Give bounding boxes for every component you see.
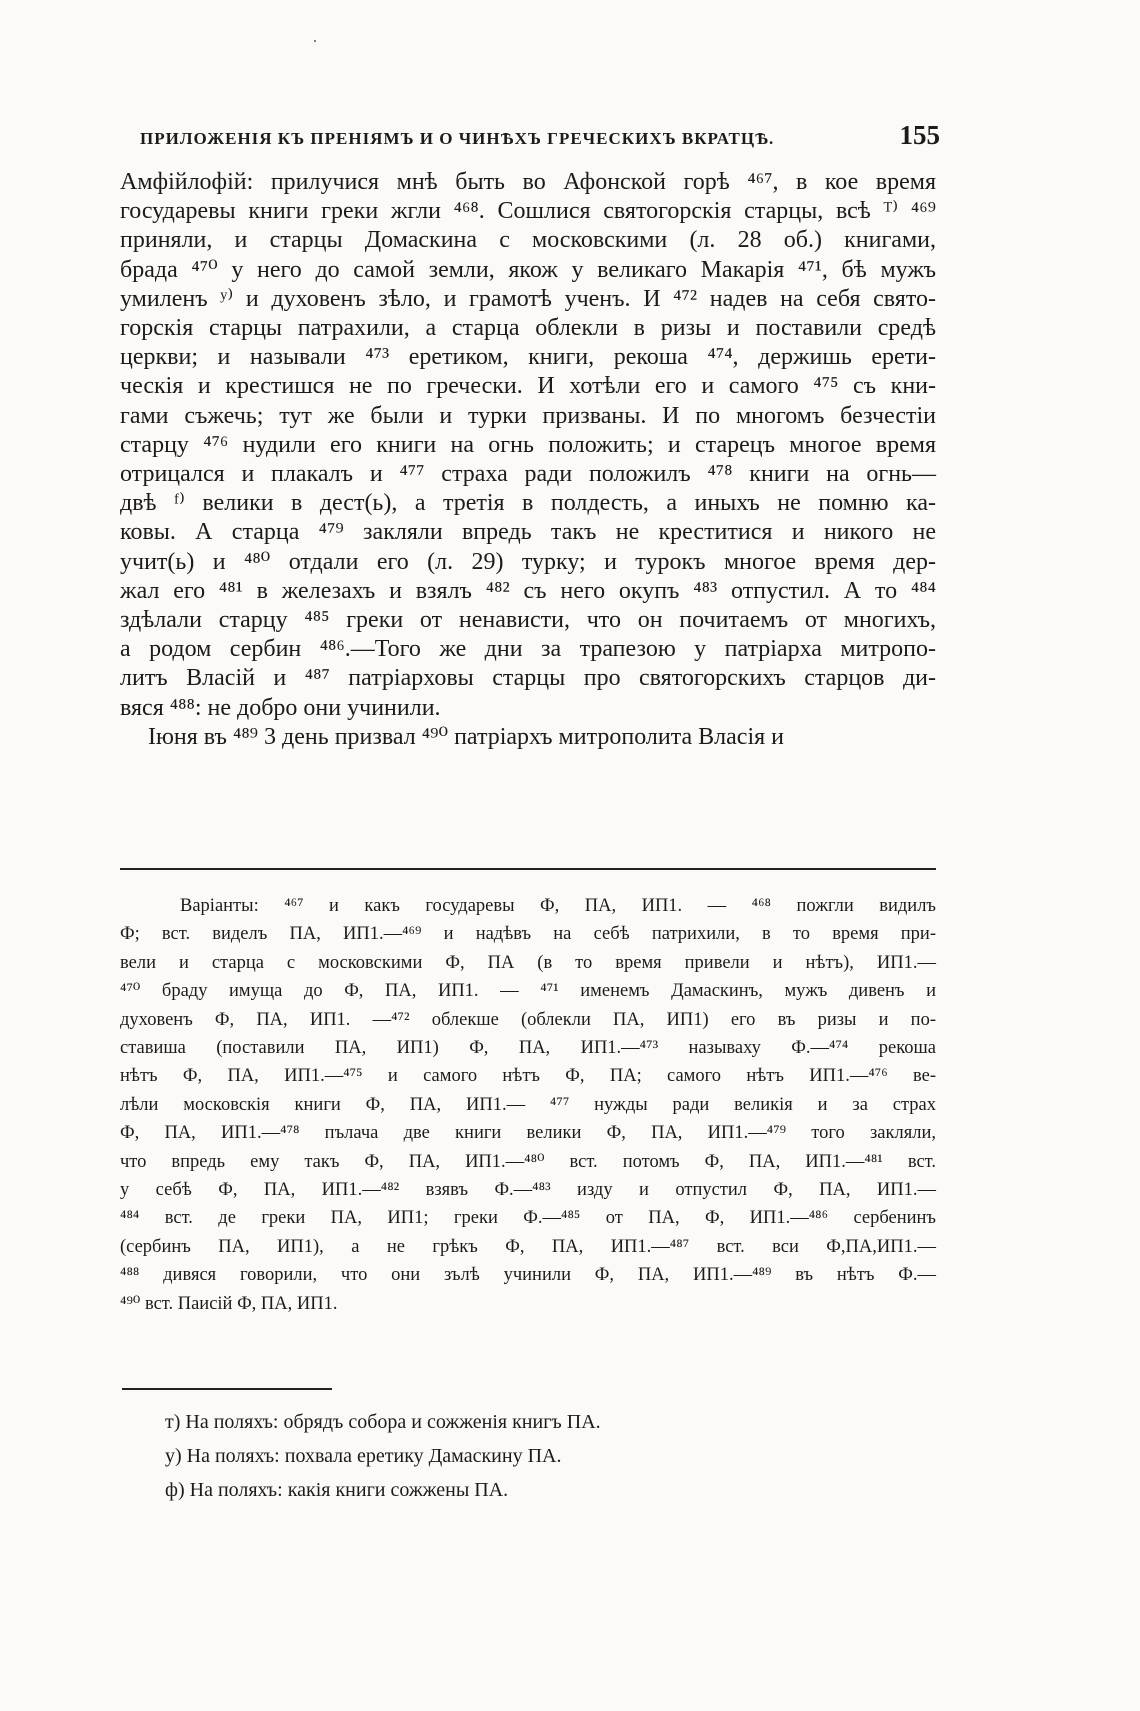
main-line: умиленъ ʸ⁾ и духовенъ зѣло, и грамотѣ ученъ. И ⁴⁷² надев на себя свято- xyxy=(120,285,936,312)
main-line: горскія старцы патрахили, а старца облекли в ризы и поставили средѣ xyxy=(120,315,936,342)
main-line: старцу ⁴⁷⁶ нудили его книги на огнь положить; и старецъ многое время xyxy=(120,431,936,458)
divider-rule xyxy=(120,868,936,870)
main-line: гами съжечь; тут же были и турки призваны. И по многомъ безчестіи xyxy=(120,402,936,429)
main-line: церкви; и называли ⁴⁷³ еретиком, книги, рекоша ⁴⁷⁴, держишь ерети- xyxy=(120,344,936,371)
main-line: государевы книги греки жгли ⁴⁶⁸. Сошлися святогорскія старцы, всѣ ᵀ⁾ ⁴⁶⁹ xyxy=(120,198,936,225)
main-line: брада ⁴⁷⁰ у него до самой земли, якож у великаго Макарія ⁴⁷¹, бѣ мужъ xyxy=(120,256,936,283)
main-line: двѣ ᶠ⁾ велики в дест(ь), а третія в полдесть, а иныхъ не помню ка- xyxy=(120,490,936,517)
running-head: ПРИЛОЖЕНІЯ КЪ ПРЕНІЯМЪ И О ЧИНѢХЪ ГРЕЧЕСКИХЪ ВКРАТЦѢ. xyxy=(140,129,775,148)
variants-apparatus xyxy=(120,892,936,1318)
variant-line: ⁴⁹⁰ вст. Паисій Ф, ПА, ИП1. xyxy=(120,1293,338,1314)
variant-line: (сербинъ ПА, ИП1), а не грѣкъ Ф, ПА, ИП1.—⁴⁸⁷ вст. вси Ф,ПА,ИП1.— xyxy=(120,1236,936,1257)
variant-line: Ф; вст. виделъ ПА, ИП1.—⁴⁶⁹ и надѣвъ на себѣ патрихили, в то время при- xyxy=(120,924,936,945)
variant-line: что впредь ему такъ Ф, ПА, ИП1.—⁴⁸⁰ вст. потомъ Ф, ПА, ИП1.—⁴⁸¹ вст. xyxy=(120,1151,936,1172)
variant-line: вели и старца с московскими Ф, ПА (в то время привели и нѣтъ), ИП1.— xyxy=(120,952,936,973)
main-line: литъ Власій и ⁴⁸⁷ патріарховы старцы про святогорскихъ старцов ди- xyxy=(120,665,936,692)
variant-line: духовенъ Ф, ПА, ИП1. —⁴⁷² облекше (облекли ПА, ИП1) его въ ризы и по- xyxy=(120,1009,936,1030)
main-line: ковы. А старца ⁴⁷⁹ закляли впредь такъ не креститися и никого не xyxy=(120,519,936,546)
main-line: отрицался и плакалъ и ⁴⁷⁷ страха ради положилъ ⁴⁷⁸ книги на огнь— xyxy=(120,461,936,488)
footnote-u: у) На поляхъ: похвала еретику Дамаскину ПА. xyxy=(165,1445,562,1467)
variant-line: ставиша (поставили ПА, ИП1) Ф, ПА, ИП1.—⁴⁷³ называху Ф.—⁴⁷⁴ рекоша xyxy=(120,1038,936,1059)
variant-line: у себѣ Ф, ПА, ИП1.—⁴⁸² взявъ Ф.—⁴⁸³ изду и отпустил Ф, ПА, ИП1.— xyxy=(120,1180,936,1201)
main-line: жал его ⁴⁸¹ в железахъ и взялъ ⁴⁸² съ него окупъ ⁴⁸³ отпустил. А то ⁴⁸⁴ xyxy=(120,577,936,604)
main-line: Іюня въ ⁴⁸⁹ 3 день призвал ⁴⁹⁰ патріархъ митрополита Власія и xyxy=(148,723,784,750)
variant-line: Варіанты: ⁴⁶⁷ и какъ государевы Ф, ПА, ИП1. — ⁴⁶⁸ пожгли видилъ xyxy=(180,896,936,916)
main-line: ческія и крестишся не по гречески. И хотѣли его и самого ⁴⁷⁵ съ кни- xyxy=(120,373,936,400)
main-line: Амфійлофій: прилучися мнѣ быть во Афонской горѣ ⁴⁶⁷, в кое время xyxy=(120,169,936,195)
print-speck xyxy=(314,40,316,42)
main-line: здѣлали старцу ⁴⁸⁵ греки от ненависти, что он почитаемъ от многихъ, xyxy=(120,607,936,634)
main-line: приняли, и старцы Домаскина с московскими (л. 28 об.) книгами, xyxy=(120,227,936,254)
page-number: 155 xyxy=(899,120,940,150)
variant-line: лѣли московскія книги Ф, ПА, ИП1.— ⁴⁷⁷ нужды ради великія и за страх xyxy=(120,1094,936,1115)
variant-line: ⁴⁸⁴ вст. де греки ПА, ИП1; греки Ф.—⁴⁸⁵ от ПА, Ф, ИП1.—⁴⁸⁶ сербенинъ xyxy=(120,1208,936,1229)
footnote-t: т) На поляхъ: обрядъ собора и сожженія книгъ ПА. xyxy=(165,1411,601,1433)
variant-line: ⁴⁷⁰ браду имуща до Ф, ПА, ИП1. — ⁴⁷¹ именемъ Дамаскинъ, мужъ дивенъ и xyxy=(120,981,936,1002)
main-line: вяся ⁴⁸⁸: не добро они учинили. xyxy=(120,694,441,721)
footnotes xyxy=(165,1405,865,1507)
variant-line: нѣтъ Ф, ПА, ИП1.—⁴⁷⁵ и самого нѣтъ Ф, ПА; самого нѣтъ ИП1.—⁴⁷⁶ ве- xyxy=(120,1066,936,1087)
variant-line: ⁴⁸⁸ дивяся говорили, что они зълѣ учинили Ф, ПА, ИП1.—⁴⁸⁹ въ нѣтъ Ф.— xyxy=(120,1265,936,1286)
main-line: а родом сербин ⁴⁸⁶.—Того же дни за трапезою у патріарха митропо- xyxy=(120,636,936,663)
main-line: учит(ь) и ⁴⁸⁰ отдали его (л. 29) турку; и турокъ многое время дер- xyxy=(120,548,936,575)
variant-line: Ф, ПА, ИП1.—⁴⁷⁸ пълача две книги велики Ф, ПА, ИП1.—⁴⁷⁹ того закляли, xyxy=(120,1123,936,1144)
main-text xyxy=(120,168,936,752)
footnote-f: ф) На поляхъ: какія книги сожжены ПА. xyxy=(165,1479,509,1501)
footnote-rule xyxy=(122,1388,332,1390)
page-header xyxy=(140,120,940,151)
